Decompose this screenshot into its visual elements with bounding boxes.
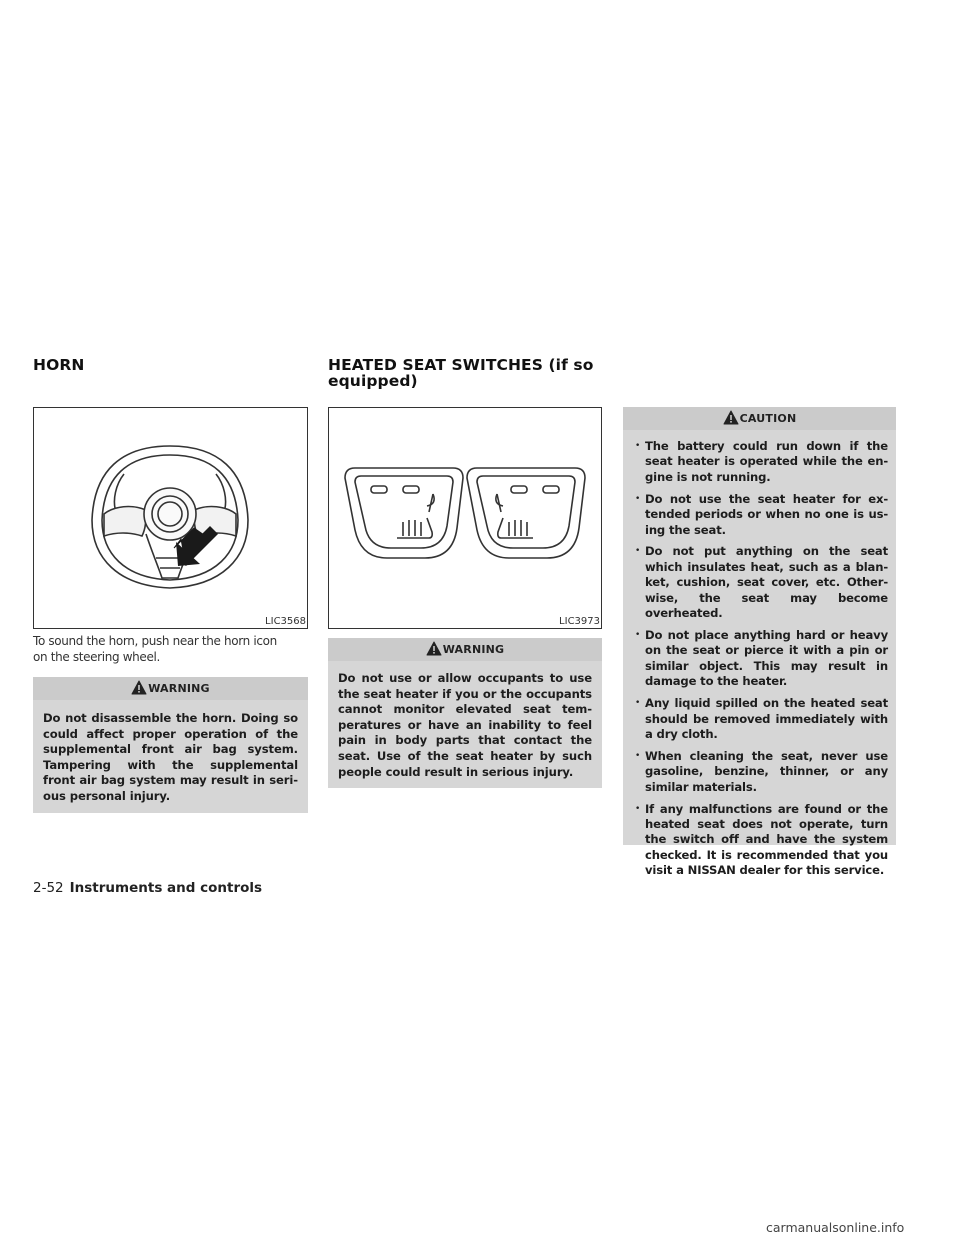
horn-warning-header	[33, 677, 308, 700]
horn-text-line-1: To sound the horn, push near the horn icon	[33, 634, 277, 648]
horn-warning-line-6: ous personal injury.	[43, 788, 171, 803]
figure-code-seat: LIC3973	[559, 616, 600, 627]
caution-item: • Do not use the seat heater for ex-tended periods or when no one is us-ing the seat.	[635, 492, 888, 538]
caution-icon	[723, 410, 739, 425]
warning-icon	[131, 680, 147, 695]
heated-seat-caution-box	[623, 407, 896, 878]
figure-seat-heater-switches	[328, 407, 602, 629]
horn-warning-line-2: could affect proper operation of the	[43, 726, 298, 741]
heated-seat-warning-body	[328, 661, 602, 790]
caution-item: • The battery could run down if the seat heater is operated while the en-gine is not running.	[635, 439, 888, 485]
caution-title: CAUTION	[739, 412, 797, 425]
section-title-heated-seat	[328, 357, 594, 389]
heated-seat-warning-line-5: pain in body parts that contact the	[338, 733, 592, 748]
caution-list	[623, 430, 896, 889]
page-footer	[33, 877, 262, 896]
caution-item: • Do not place anything hard or heavy on the seat or pierce it with a pin or similar object. This may result in damage to the heater.	[635, 628, 888, 690]
horn-warning-box	[33, 677, 308, 813]
figure-code-horn: LIC3568	[265, 616, 306, 627]
page-number: 2-52	[33, 880, 64, 896]
horn-warning-line-5: front air bag system may result in seri-	[43, 773, 298, 788]
watermark-text: carmanualsonline.info	[766, 1220, 905, 1235]
section-title-line-2: equipped)	[328, 372, 418, 390]
caution-item: • When cleaning the seat, never use gasoline, benzine, thinner, or any similar materials.	[635, 749, 888, 795]
warning-icon	[426, 641, 442, 656]
caution-item: • Do not put anything on the seat which insulates heat, such as a blan-ket, cushion, seat cover, etc. Other-wise, the seat may become overheated.	[635, 544, 888, 621]
horn-warning-body	[33, 700, 308, 815]
heated-seat-warning-line-3: cannot monitor elevated seat tem-	[338, 702, 592, 717]
horn-instruction-text	[33, 634, 313, 665]
horn-warning-line-4: Tampering with the supplemental	[43, 757, 298, 772]
heated-seat-warning-header	[328, 638, 602, 661]
heated-seat-warning-line-4: peratures or have an inability to feel	[338, 717, 592, 732]
caution-header	[623, 407, 896, 430]
heated-seat-warning-box	[328, 638, 602, 788]
horn-warning-line-1: Do not disassemble the horn. Doing so	[43, 711, 298, 725]
section-title-line-1: HEATED SEAT SWITCHES (if so	[328, 356, 594, 374]
horn-warning-line-3: supplemental front air bag system.	[43, 742, 298, 757]
heated-seat-warning-line-6: seat. Use of the seat heater by such	[338, 748, 592, 763]
caution-item: • Any liquid spilled on the heated seat should be removed immediately with a dry cloth.	[635, 696, 888, 742]
heated-seat-warning-line-7: people could result in serious injury.	[338, 764, 574, 779]
caution-item: • If any malfunctions are found or the heated seat does not operate, turn the switch off and have the system checked. It is recommended that you visit a NISSAN dealer for this service.	[635, 802, 888, 879]
seat-heater-switch-illustration	[329, 408, 601, 628]
steering-wheel-illustration	[34, 408, 307, 628]
heated-seat-warning-title: WARNING	[442, 643, 505, 656]
footer-section-title: Instruments and controls	[69, 880, 263, 896]
horn-warning-title: WARNING	[148, 682, 210, 695]
heated-seat-warning-line-2: the seat heater if you or the occupants	[338, 686, 592, 701]
figure-steering-wheel	[33, 407, 308, 629]
section-title-horn: HORN	[33, 356, 85, 374]
horn-text-line-2: on the steering wheel.	[33, 649, 160, 664]
heated-seat-warning-line-1: Do not use or allow occupants to use	[338, 671, 592, 685]
